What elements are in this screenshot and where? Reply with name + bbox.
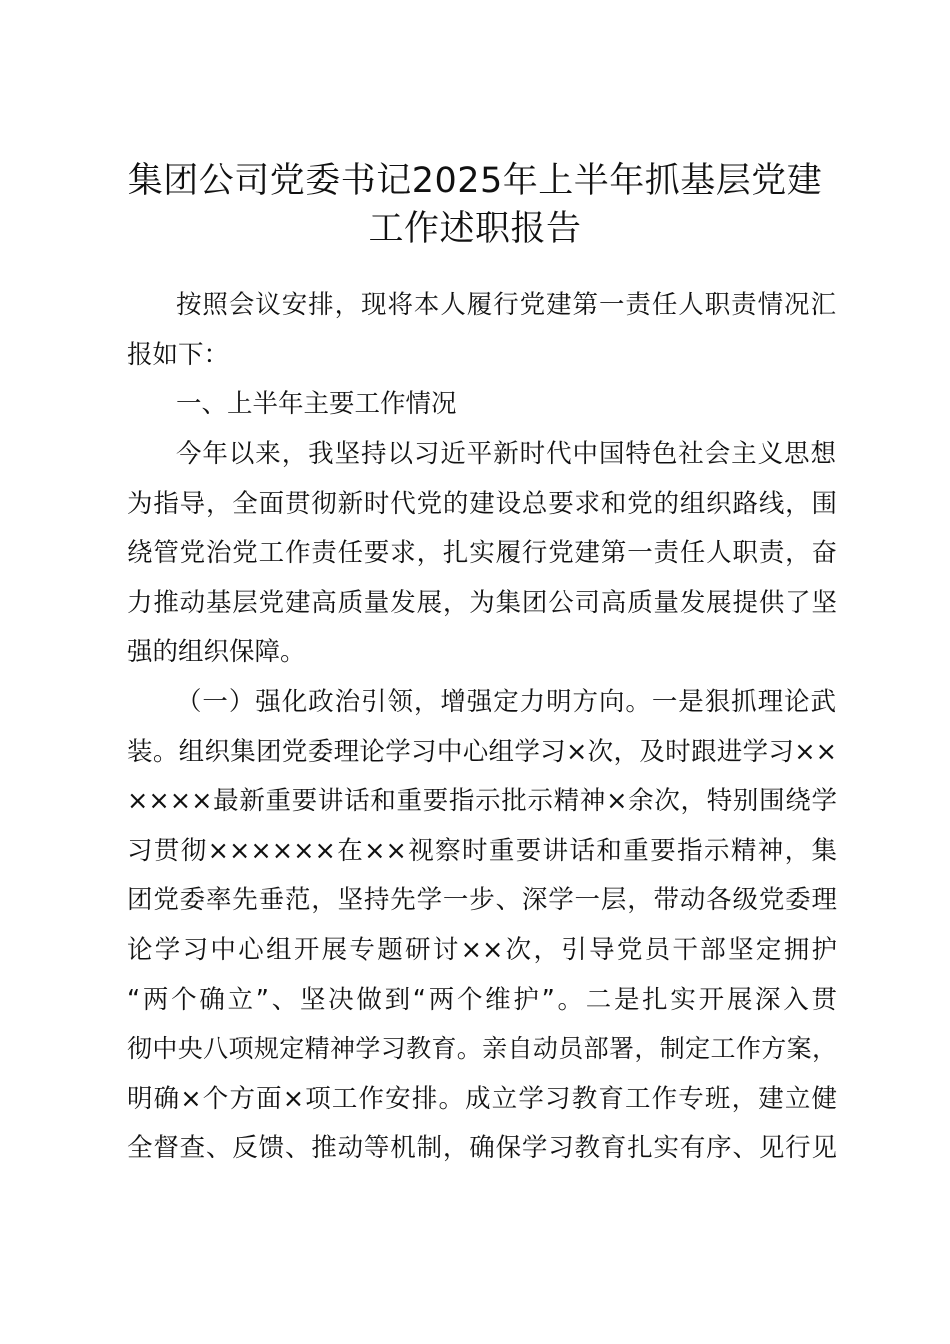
paragraph2-line-6: 论学习中心组开展专题研讨××次，引导党员干部坚定拥护 <box>127 935 837 965</box>
paragraph2-line-4: 习贯彻××××××在××视察时重要讲话和重要指示精神，集 <box>127 836 837 866</box>
paragraph2-line-2: 装。组织集团党委理论学习中心组学习×次，及时跟进学习×× <box>127 737 837 767</box>
paragraph1-line-4: 力推动基层党建高质量发展，为集团公司高质量发展提供了坚 <box>127 588 837 618</box>
paragraph1-line-5: 强的组织保障。 <box>127 637 306 667</box>
paragraph2-line-10: 全督查、反馈、推动等机制，确保学习教育扎实有序、见行见 <box>127 1133 837 1163</box>
paragraph2-line-5: 团党委率先垂范，坚持先学一步、深学一层，带动各级党委理 <box>127 885 837 915</box>
paragraph2-line-3: ××××最新重要讲话和重要指示批示精神×余次，特别围绕学 <box>127 786 837 816</box>
section-heading: 一、上半年主要工作情况 <box>176 389 457 419</box>
document-title-line-2: 工作述职报告 <box>368 209 582 249</box>
intro-line-1: 按照会议安排，现将本人履行党建第一责任人职责情况汇 <box>176 290 836 320</box>
paragraph2-line-1: （一）强化政治引领，增强定力明方向。一是狠抓理论武 <box>176 687 836 717</box>
document-title-line-1: 集团公司党委书记2025年上半年抓基层党建 <box>127 161 823 201</box>
paragraph2-line-8: 彻中央八项规定精神学习教育。亲自动员部署，制定工作方案， <box>127 1034 837 1063</box>
paragraph1-line-1: 今年以来，我坚持以习近平新时代中国特色社会主义思想 <box>176 439 836 469</box>
paragraph2-line-7: “两个确立”、坚决做到“两个维护”。二是扎实开展深入贯 <box>127 985 837 1015</box>
paragraph1-line-3: 绕管党治党工作责任要求，扎实履行党建第一责任人职责，奋 <box>127 538 837 568</box>
paragraph1-line-2: 为指导，全面贯彻新时代党的建设总要求和党的组织路线，围 <box>127 489 837 519</box>
paragraph2-line-9: 明确×个方面×项工作安排。成立学习教育工作专班，建立健 <box>127 1084 837 1114</box>
intro-line-2: 报如下： <box>127 340 230 370</box>
